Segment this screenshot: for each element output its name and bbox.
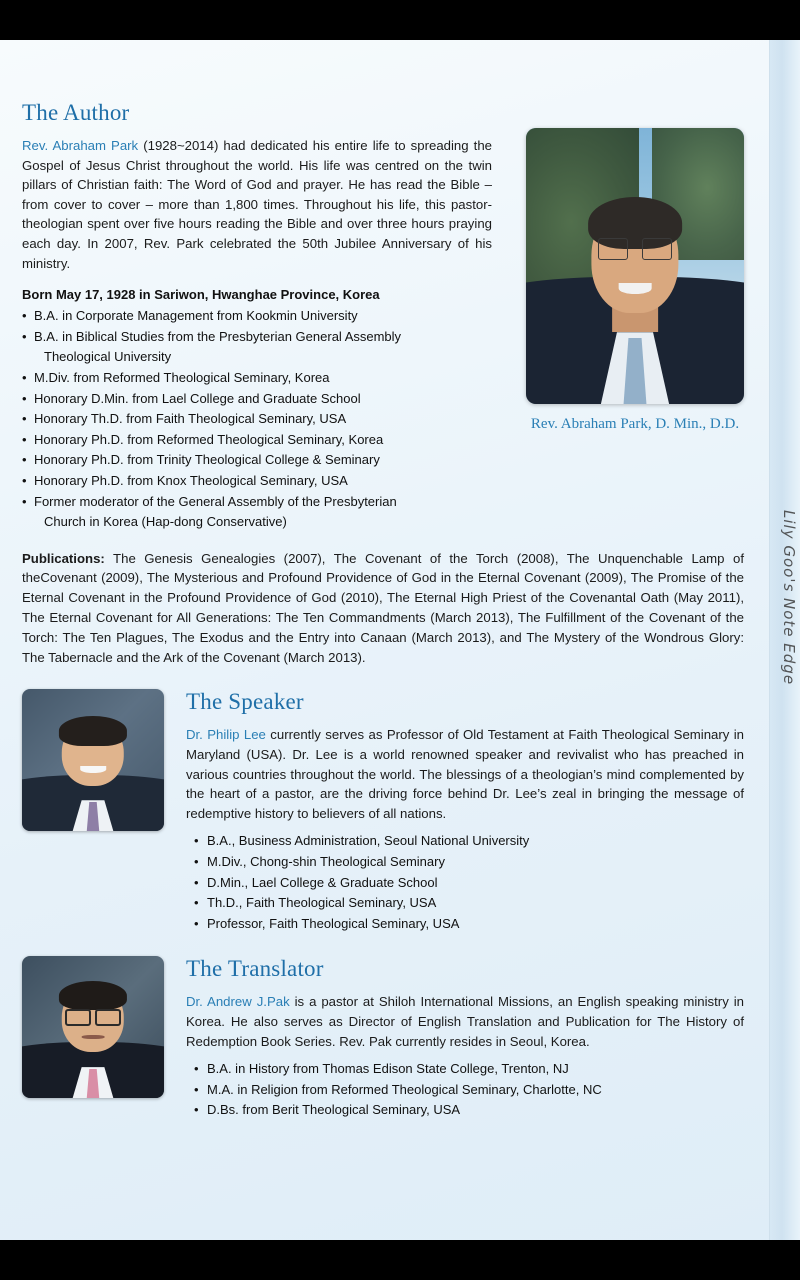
author-section	[22, 100, 744, 533]
author-credentials-list	[22, 306, 492, 533]
list-item: Theological University	[44, 349, 172, 365]
speaker-lead-name: Dr. Philip Lee	[186, 727, 266, 743]
list-item: • B.A. in Biblical Studies from the Presbyterian General Assembly	[22, 327, 492, 348]
list-item: • B.A. in Corporate Management from Kookmin University	[22, 306, 492, 327]
author-text-column	[22, 136, 492, 533]
portrait-mouth	[82, 1035, 105, 1039]
document-page	[0, 40, 800, 1240]
speaker-section-title: The Speaker	[186, 689, 304, 715]
author-photo-block	[526, 128, 744, 433]
translator-lead-name: Dr. Andrew J.Pak	[186, 994, 290, 1010]
list-item: • Former moderator of the General Assembly of the Presbyterian	[22, 492, 492, 513]
publications-paragraph	[22, 549, 744, 668]
translator-section-title: The Translator	[186, 956, 324, 982]
speaker-section	[22, 689, 744, 934]
translator-portrait-image	[22, 956, 164, 1098]
speaker-portrait-image	[22, 689, 164, 831]
portrait-illustration	[22, 956, 164, 1098]
portrait-illustration	[22, 689, 164, 831]
list-item: • Honorary Th.D. from Faith Theological Seminary, USA	[22, 409, 492, 430]
list-item: • Honorary Ph.D. from Trinity Theological College & Seminary	[22, 450, 492, 471]
portrait-glasses-right	[95, 1009, 122, 1026]
list-item: • D.Min., Lael College & Graduate School	[194, 873, 744, 894]
page-content	[22, 100, 744, 1176]
author-intro-text: (1928~2014) had dedicated his entire life to spreading the Gospel of Jesus Christ throughout the world. His life was centred on the twin pillars of Christian faith: The Word of God and prayer. He has read the Bible – from cover to cover – more than 1,800 times. Throughout his life, this pastor-theologian spent over five hours reading the Bible and over three hours praying each day. In 2007, Rev. Park celebrated the 50th Jubilee Anniversary of his ministry.	[22, 138, 492, 271]
speaker-intro-text: currently serves as Professor of Old Testament at Faith Theological Seminary in Maryland (USA). Dr. Lee is a world renowned speaker and revivalist who has preached in various countries throughout the world. The blessings of a theologian’s mind complemented by the heart of a pastor, are the driving force behind Dr. Lee’s zeal in bringing the message of redemptive history to believers of all nations.	[186, 727, 745, 821]
translator-text-column	[186, 956, 744, 1121]
author-photo-caption: Rev. Abraham Park, D. Min., D.D.	[530, 416, 740, 432]
list-item: • M.Div. from Reformed Theological Seminary, Korea	[22, 368, 492, 389]
list-item: • B.A. in History from Thomas Edison State College, Trenton, NJ	[194, 1059, 744, 1080]
portrait-hair	[59, 716, 127, 746]
portrait-mouth	[80, 766, 106, 773]
author-intro-paragraph	[22, 136, 492, 273]
publications-text: The Genesis Genealogies (2007), The Covenant of the Torch (2008), The Unquenchable Lamp of theCovenant (2009), The Mysterious and Profound Providence of God in the Eternal Covenant (2009), The Promise of the Eternal Covenant in the Profound Providence of God (2010), The Eternal High Priest of the Covenantal Oath (May 2011), The Eternal Covenant for All Generations: The Ten Commandments (March 2013), The Fulfillment of the Covenant of the Torch: The Ten Plagues, The Exodus and the Entry into Canaan (March 2013), and The Mystery of the Wondrous Glory: The Tabernacle and the Ark of the Covenant (March 2013).	[22, 550, 744, 665]
speaker-intro-paragraph	[186, 725, 744, 823]
list-item: • Th.D., Faith Theological Seminary, USA	[194, 893, 744, 914]
list-item: • B.A., Business Administration, Seoul National University	[194, 831, 744, 852]
portrait-mouth	[619, 283, 652, 294]
list-item: • D.Bs. from Berit Theological Seminary, USA	[194, 1100, 744, 1121]
speaker-text-column	[186, 689, 744, 934]
list-item: Church in Korea (Hap-dong Conservative)	[44, 514, 287, 530]
portrait-glasses-right	[642, 238, 672, 259]
list-item: • Honorary Ph.D. from Reformed Theological Seminary, Korea	[22, 430, 492, 451]
list-item: • M.Div., Chong-shin Theological Seminary	[194, 852, 744, 873]
portrait-glasses-left	[598, 238, 628, 259]
translator-section	[22, 956, 744, 1176]
author-birth-line: Born May 17, 1928 in Sariwon, Hwanghae Province, Korea	[22, 287, 380, 303]
publications-label: Publications:	[22, 550, 105, 566]
author-portrait-image	[526, 128, 744, 404]
author-lead-name: Rev. Abraham Park	[22, 138, 139, 153]
translator-intro-paragraph	[186, 992, 744, 1051]
list-item: • Honorary Ph.D. from Knox Theological Seminary, USA	[22, 471, 492, 492]
portrait-hair	[59, 981, 127, 1011]
list-item: • Honorary D.Min. from Lael College and Graduate School	[22, 389, 492, 410]
portrait-illustration	[526, 128, 744, 404]
author-section-title: The Author	[22, 100, 130, 125]
translator-credentials-list	[194, 1059, 744, 1121]
speaker-credentials-list	[194, 831, 744, 934]
list-item: • M.A. in Religion from Reformed Theological Seminary, Charlotte, NC	[194, 1080, 744, 1101]
edge-watermark-label: Lily Goo's Note Edge	[780, 510, 798, 686]
list-item: • Professor, Faith Theological Seminary, USA	[194, 914, 744, 935]
portrait-glasses-left	[65, 1009, 92, 1026]
translator-intro-text: is a pastor at Shiloh International Missions, an English speaking ministry in Korea. He also serves as Director of English Translation and Publication for The History of Redemption Book Series. Rev. Pak currently resides in Seoul, Korea.	[186, 994, 744, 1049]
